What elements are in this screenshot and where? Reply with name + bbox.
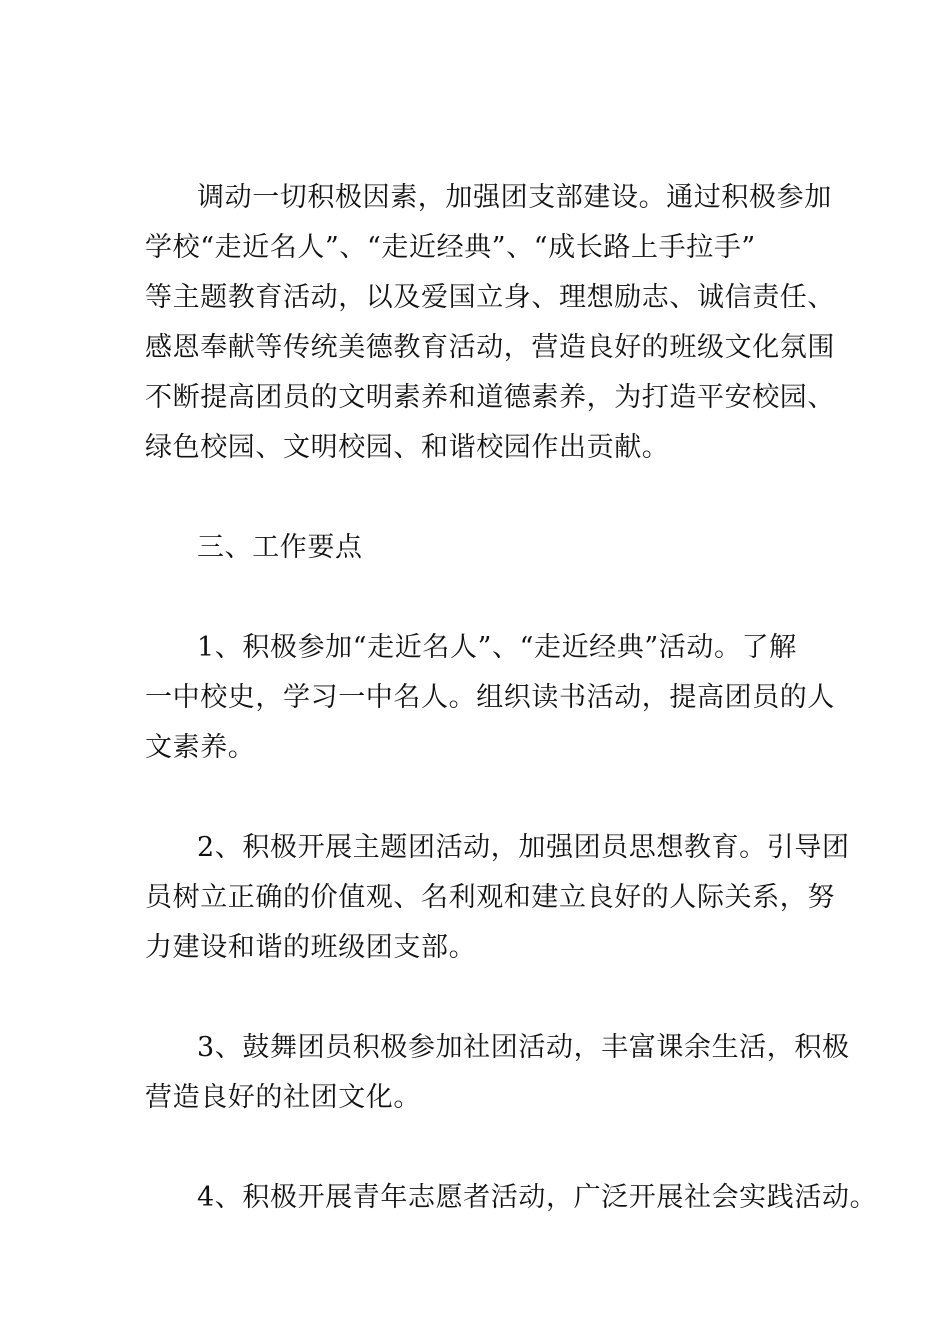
list-item-line: 4、积极开展青年志愿者活动，广泛开展社会实践活动。	[197, 1182, 878, 1213]
paragraph-line: 不断提高团员的文明素养和道德素养，为打造平安校园、	[145, 382, 835, 413]
section-heading: 三、工作要点	[197, 532, 363, 563]
list-item-line: 1、积极参加“走近名人”、“走近经典”活动。了解	[197, 632, 797, 663]
list-item-line: 力建设和谐的班级团支部。	[145, 932, 477, 963]
list-item-line: 2、积极开展主题团活动，加强团员思想教育。引导团	[197, 832, 850, 863]
paragraph-line: 绿色校园、文明校园、和谐校园作出贡献。	[145, 432, 670, 463]
list-item-line: 营造良好的社团文化。	[145, 1082, 421, 1113]
list-item-line: 一中校史，学习一中名人。组织读书活动，提高团员的人	[145, 682, 835, 713]
paragraph-line: 等主题教育活动，以及爱国立身、理想励志、诚信责任、	[145, 282, 835, 313]
list-item-line: 3、鼓舞团员积极参加社团活动，丰富课余生活，积极	[197, 1032, 850, 1063]
paragraph-line: 感恩奉献等传统美德教育活动，营造良好的班级文化氛围	[145, 332, 835, 363]
paragraph-line: 调动一切积极因素，加强团支部建设。通过积极参加	[197, 182, 832, 213]
list-item-line: 员树立正确的价值观、名利观和建立良好的人际关系，努	[145, 882, 835, 913]
paragraph-line: 学校“走近名人”、“走近经典”、“成长路上手拉手”	[145, 232, 756, 263]
list-item-line: 文素养。	[145, 732, 256, 763]
